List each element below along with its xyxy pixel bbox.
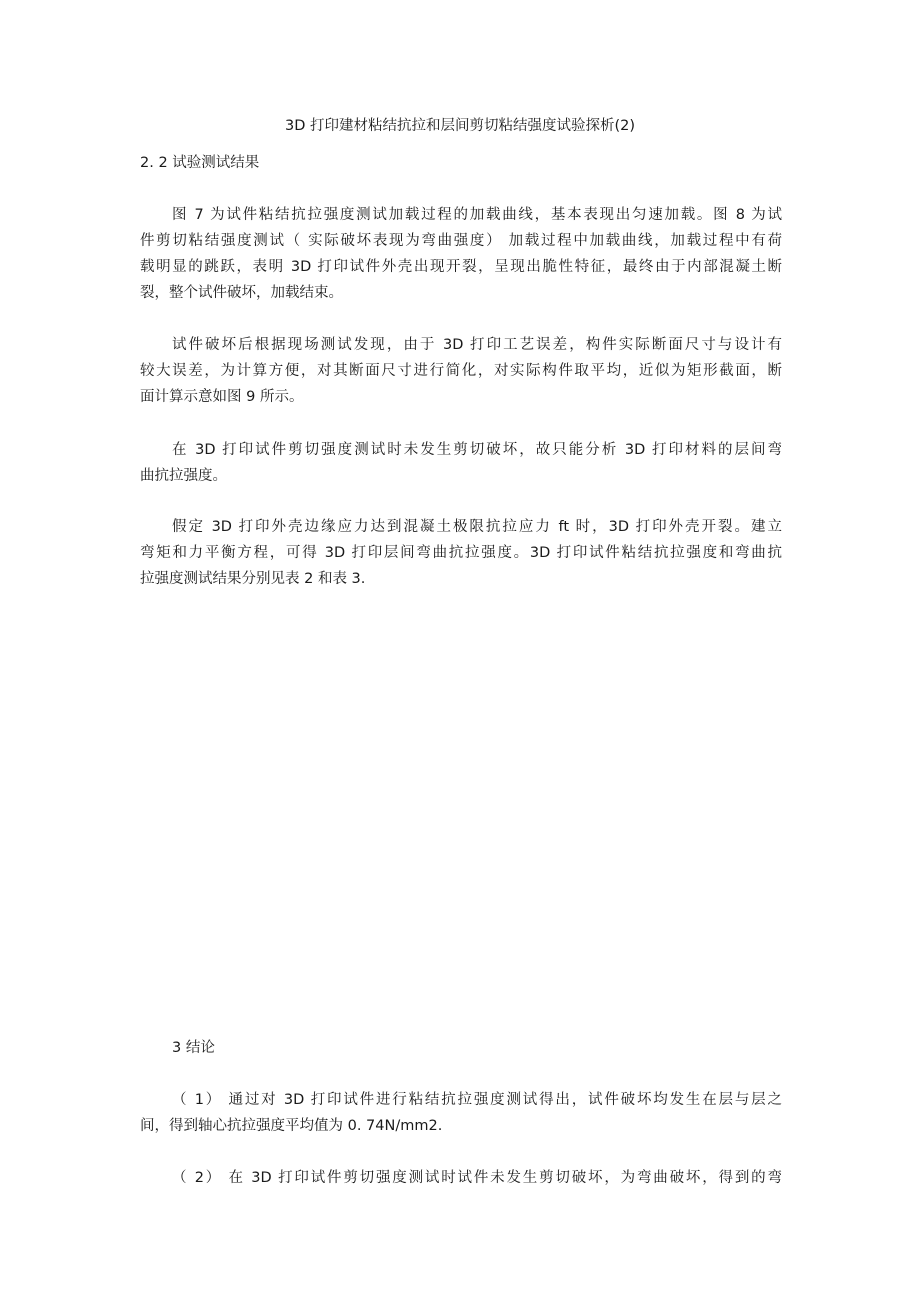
text-line: （ 1） 通过对 3D 打印试件进行粘结抗拉强度测试得出，试件破坏均发生在层与层之 [172, 1092, 782, 1108]
text-line: 面计算示意如图 9 所示。 [140, 389, 304, 405]
text-line: 间，得到轴心抗拉强度平均值为 0. 74N/mm2. [140, 1118, 443, 1134]
text-line: 较大误差，为计算方便，对其断面尺寸进行简化，对实际构件取平均，近似为矩形截面，断 [140, 363, 782, 379]
text-line: 假定 3D 打印外壳边缘应力达到混凝土极限抗拉应力 ft 时，3D 打印外壳开裂。建立 [172, 519, 782, 535]
text-line: 裂，整个试件破坏，加载结束。 [140, 285, 343, 301]
text-line: 拉强度测试结果分别见表 2 和表 3. [140, 571, 366, 587]
text-line: 弯矩和力平衡方程，可得 3D 打印层间弯曲抗拉强度。3D 打印试件粘结抗拉强度和弯曲抗 [140, 545, 782, 561]
section-heading: 3 结论 [172, 1040, 215, 1056]
section-heading: 2. 2 试验测试结果 [140, 155, 260, 171]
document-title: 3D 打印建材粘结抗拉和层间剪切粘结强度试验探析(2) [284, 118, 636, 134]
text-line: 图 7 为试件粘结抗拉强度测试加载过程的加载曲线，基本表现出匀速加载。图 8 为试 [172, 207, 782, 223]
text-line: 曲抗拉强度。 [140, 468, 227, 484]
text-line: 件剪切粘结强度测试（ 实际破坏表现为弯曲强度） 加载过程中加载曲线，加载过程中有荷 [140, 233, 782, 249]
text-line: 载明显的跳跃，表明 3D 打印试件外壳出现开裂，呈现出脆性特征，最终由于内部混凝土断 [140, 259, 782, 275]
text-line: 试件破坏后根据现场测试发现，由于 3D 打印工艺误差，构件实际断面尺寸与设计有 [172, 337, 782, 353]
text-line: （ 2） 在 3D 打印试件剪切强度测试时试件未发生剪切破坏，为弯曲破坏，得到的弯 [172, 1170, 782, 1186]
text-line: 在 3D 打印试件剪切强度测试时未发生剪切破坏，故只能分析 3D 打印材料的层间弯 [172, 442, 782, 458]
